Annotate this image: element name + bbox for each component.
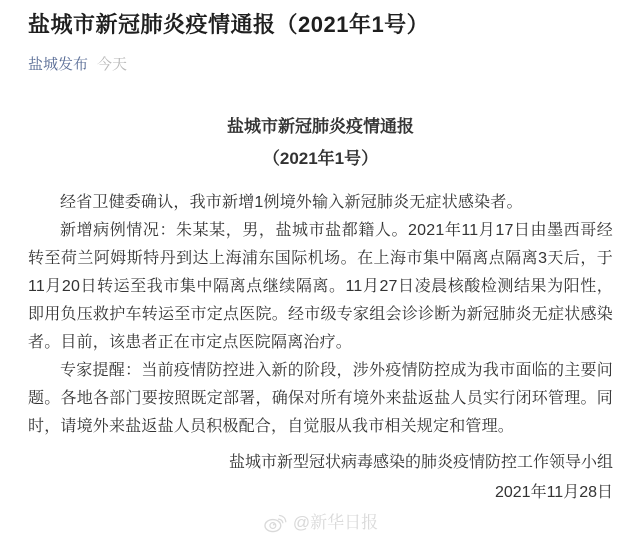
issue-date: 2021年11月28日 — [494, 484, 613, 501]
source-watermark — [28, 510, 613, 536]
watermark-text: @新华日报 — [292, 513, 379, 532]
paragraph-case-details: 新增病例情况：朱某某，男，盐城市盐都籍人。2021年11月17日由墨西哥经转至荷兰阿姆斯特丹到达上海浦东国际机场。在上海市集中隔离点隔离3天后，于11月20日转运至我市集中隔离点继续隔离。11月27日凌晨核酸检测结果为阳性，即用负压救护车转运至市定点医院。经市级专家组会诊诊断为新冠肺炎无症状感染者。目前，该患者正在市定点医院隔离治疗。 — [28, 222, 613, 351]
issuing-authority: 盐城市新型冠状病毒感染的肺炎疫情防控工作领导小组 — [228, 454, 613, 471]
notice-document — [28, 115, 613, 505]
paragraph-confirmation: 经省卫健委确认，我市新增1例境外输入新冠肺炎无症状感染者。 — [60, 194, 523, 211]
publish-time: 今天 — [97, 56, 128, 73]
notice-body — [28, 189, 613, 441]
weibo-logo-icon — [263, 511, 287, 535]
account-name-link[interactable]: 盐城发布 — [28, 56, 89, 73]
article-meta — [28, 54, 613, 75]
paragraph-expert-reminder: 专家提醒：当前疫情防控进入新的阶段，涉外疫情防控成为我市面临的主要问题。各地各部门要按照既定部署，确保对所有境外来盐返盐人员实行闭环管理。同时，请境外来盐返盐人员积极配合，自觉服从我市相关规定和管理。 — [28, 362, 613, 435]
notice-title: 盐城市新冠肺炎疫情通报 — [227, 117, 414, 136]
notice-issue-number: （2021年1号） — [262, 149, 379, 168]
article-title: 盐城市新冠肺炎疫情通报（2021年1号） — [28, 12, 430, 37]
